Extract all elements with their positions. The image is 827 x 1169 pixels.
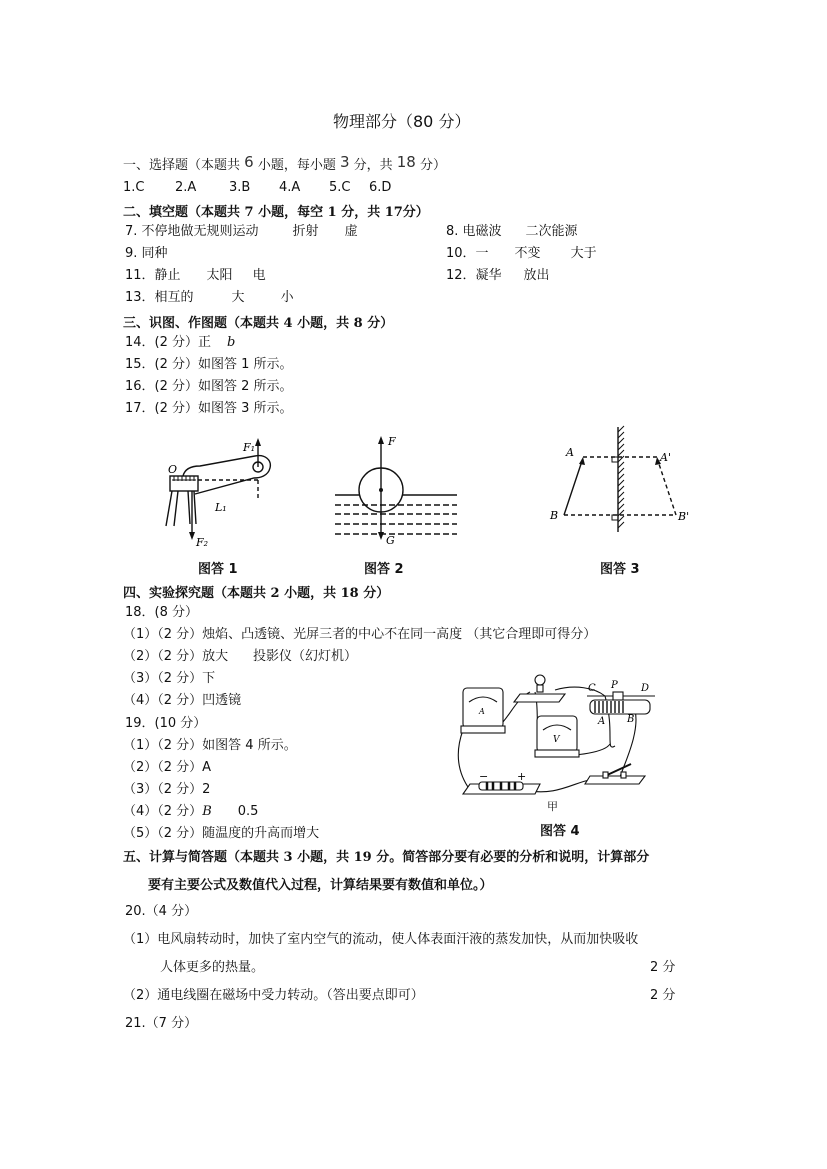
q20-part1-line1: （1）电风扇转动时，加快了室内空气的流动，使人体表面汗液的蒸发加快，从而加快吸收 — [123, 932, 639, 947]
answer-text: 7. 不停地做无规则运动 — [125, 224, 259, 239]
section5-heading-line2: 要有主要公式及数值代入过程，计算结果要有数值和单位。） — [148, 878, 493, 893]
slider-p — [613, 692, 623, 700]
q18-answer-1: （1）（2 分）烛焰、凸透镜、光屏三者的中心不在同一高度 （其它合理即可得分） — [123, 627, 597, 642]
page-title: 物理部分（80 分） — [333, 112, 471, 131]
figure-2-floating-ball — [330, 432, 460, 547]
answer-text: 不变 — [514, 246, 541, 261]
fill-answer-13 — [125, 290, 294, 306]
q18-answer-3: （3）（2 分）下 — [123, 671, 216, 686]
answer-text: 折射 — [292, 224, 319, 239]
answer-text: 8. 电磁波 — [446, 224, 502, 239]
figure-3-plane-mirror — [540, 424, 700, 534]
figure-4-sublabel: 甲 — [547, 800, 558, 813]
q18-label: 18．(8 分） — [125, 605, 199, 620]
label-o: O — [168, 463, 178, 476]
label-c: C — [588, 683, 596, 694]
fill-answer-10 — [446, 246, 597, 262]
fill-answer-12 — [446, 268, 550, 284]
section2-heading: 二、填空题（本题共 7 小题，每空 1 分，共 17分） — [123, 205, 429, 220]
choice-answers — [123, 180, 391, 196]
right-angle-mark — [612, 515, 618, 520]
figure-4-circuit — [455, 672, 665, 812]
label-g: G — [386, 534, 395, 547]
points-each: 3 — [339, 153, 350, 171]
g-arrowhead — [378, 532, 384, 540]
answer-15: 15．(2 分）如图答 1 所示。 — [125, 357, 293, 372]
answer: 3.B — [229, 180, 251, 195]
switch-lever — [605, 764, 631, 776]
answer-text: 虚 — [344, 224, 358, 239]
right-angle-mark — [612, 457, 618, 462]
label-a: A — [598, 716, 606, 727]
answer-14 — [125, 335, 235, 351]
answer-value: 0.5 — [237, 804, 259, 819]
answer-text: 二次能源 — [525, 224, 578, 239]
section1-heading — [123, 153, 446, 174]
answer-text: 大于 — [570, 246, 597, 261]
label-b: B — [627, 714, 635, 725]
q19-answer-4 — [123, 804, 258, 820]
q19-answer-5: （5）（2 分）随温度的升高而增大 — [123, 826, 320, 841]
lamp-base — [514, 694, 565, 702]
answer-text: 电 — [252, 268, 266, 283]
battery-plus: + — [517, 770, 527, 783]
question-count: 6 — [244, 153, 254, 171]
answer-text: 12．凝华 — [446, 268, 502, 283]
q20-part1-line2: 人体更多的热量。 — [160, 960, 265, 975]
q20-part1-score: 2 分 — [650, 960, 676, 975]
answer: 1.C — [123, 180, 145, 195]
object-ab — [564, 461, 582, 515]
image-ab — [658, 461, 676, 515]
answer-text: 10．一 — [446, 246, 489, 261]
figure-1-caption: 图答 1 — [198, 562, 238, 577]
label-l1: L₁ — [215, 501, 227, 514]
light-bulb — [535, 675, 545, 685]
label-p: P — [611, 680, 618, 691]
answer-text: （4）（2 分） — [123, 804, 203, 819]
answer: 6.D — [369, 180, 392, 195]
q20-part2-score: 2 分 — [650, 988, 676, 1003]
section3-heading: 三、识图、作图题（本题共 4 小题，共 8 分） — [123, 316, 394, 331]
answer-text: 13．相互的 — [125, 290, 194, 305]
label-f1: F₁ — [243, 441, 256, 454]
fill-answer-9: 9. 同种 — [125, 246, 168, 261]
voltmeter-label: V — [553, 735, 560, 745]
q19-answer-3: （3）（2 分）2 — [123, 782, 211, 797]
q18-answer-2: （2）（2 分）放大 投影仪（幻灯机） — [123, 649, 357, 664]
q20-label: 20.（4 分） — [125, 904, 198, 919]
answer-17: 17．(2 分）如图答 3 所示。 — [125, 401, 293, 416]
label-f: F — [388, 435, 396, 448]
fill-answer-8 — [446, 224, 578, 240]
figure-2-caption: 图答 2 — [364, 562, 404, 577]
q19-label: 19．(10 分） — [125, 716, 207, 731]
section4-heading: 四、实验探究题（本题共 2 小题，共 18 分） — [123, 586, 390, 601]
answer: 5.C — [329, 180, 351, 195]
section1-heading-part: 分） — [415, 158, 446, 173]
fill-answer-11 — [125, 268, 266, 284]
answer: 4.A — [279, 180, 301, 195]
center-point — [379, 488, 383, 492]
f-arrowhead — [378, 436, 384, 444]
answer-text: 放出 — [523, 268, 550, 283]
answer-text: 11．静止 — [125, 268, 181, 283]
voltmeter — [537, 716, 577, 752]
section5-heading-line1: 五、计算与简答题（本题共 3 小题，共 19 分。简答部分要有必要的分析和说明，计算部分 — [123, 850, 650, 865]
answer-text: 14．(2 分）正 — [125, 335, 212, 350]
answer-text: 大 — [231, 290, 245, 305]
answer-text: 太阳 — [206, 268, 233, 283]
answer-text: 小 — [280, 290, 294, 305]
section1-heading-part: 一、选择题（本题共 — [123, 158, 245, 173]
f2-arrowhead — [189, 532, 195, 540]
answer-16: 16．(2 分）如图答 2 所示。 — [125, 379, 293, 394]
battery-minus: − — [479, 770, 489, 783]
label-a: A — [566, 446, 574, 459]
ammeter-label: A — [479, 707, 485, 716]
answer-italic: b — [227, 335, 236, 350]
q18-answer-4: （4）（2 分）凹透镜 — [123, 693, 242, 708]
q19-answer-2: （2）（2 分）A — [123, 760, 212, 775]
figure-4-caption: 图答 4 — [540, 824, 580, 839]
f1-arrowhead — [255, 438, 261, 446]
mirror-hatching — [618, 426, 624, 528]
switch-base — [585, 776, 645, 784]
answer-italic: B — [202, 804, 212, 819]
label-f2: F₂ — [196, 536, 209, 549]
section1-heading-part: 小题，每小题 — [253, 158, 340, 173]
a-arrowhead — [579, 457, 585, 465]
figure-1-lever — [150, 436, 280, 556]
points-total: 18 — [396, 153, 416, 171]
q20-part2: （2）通电线圈在磁场中受力转动。（答出要点即可） — [123, 988, 424, 1003]
fill-answer-7 — [125, 224, 358, 240]
label-b-prime: B' — [678, 510, 690, 523]
answer: 2.A — [175, 180, 197, 195]
label-d: D — [641, 683, 650, 694]
label-a-prime: A' — [660, 451, 671, 464]
label-b: B — [550, 509, 559, 522]
section1-heading-part: 分，共 — [349, 158, 397, 173]
figure-3-caption: 图答 3 — [600, 562, 640, 577]
q19-answer-1: （1）（2 分）如图答 4 所示。 — [123, 738, 297, 753]
q21-label: 21.（7 分） — [125, 1016, 198, 1031]
